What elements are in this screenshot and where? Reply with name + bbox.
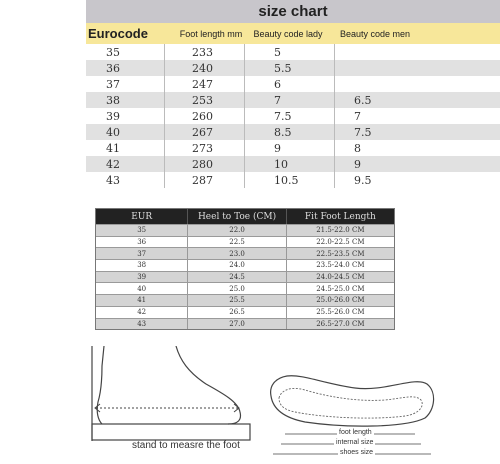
- table-cell: 22.5: [188, 237, 286, 248]
- column-divider: [334, 44, 335, 188]
- table-cell: 240: [192, 61, 213, 75]
- table-cell: 24.5: [188, 272, 286, 283]
- table-cell: 43: [106, 173, 120, 187]
- table-cell: 26.5: [188, 307, 286, 318]
- table-row: [86, 44, 500, 60]
- header-eur: EUR: [96, 209, 188, 224]
- column-divider: [164, 44, 165, 188]
- table-cell: 253: [192, 93, 213, 107]
- table-row: [96, 282, 394, 294]
- table-cell: 39: [106, 109, 120, 123]
- table-cell: 41: [106, 141, 120, 155]
- table-cell: 9.5: [354, 173, 372, 187]
- header-beauty-men: Beauty code men: [339, 28, 411, 39]
- table-row: [96, 306, 394, 318]
- table-cell: 37: [96, 248, 188, 259]
- table-row: [96, 259, 394, 271]
- table-cell: 25.0-26.0 CM: [316, 296, 365, 305]
- cm-table-header-row: [96, 209, 394, 224]
- table-cell: 36: [106, 61, 120, 75]
- table-cell: 26.5-27.0 CM: [316, 319, 365, 328]
- cm-table-body: [96, 224, 394, 329]
- insole-outline: [279, 388, 422, 418]
- table-cell: 8.5: [274, 125, 292, 139]
- cm-size-table: [95, 208, 395, 330]
- table-cell: 40: [106, 125, 120, 139]
- table-cell: 25.5-26.0 CM: [316, 308, 365, 317]
- table-cell: 22.5-23.5 CM: [316, 249, 365, 258]
- table-cell: 267: [192, 125, 213, 139]
- table-cell: 273: [192, 141, 213, 155]
- table-cell: 22.0: [188, 225, 286, 236]
- table-cell: 39: [96, 272, 188, 283]
- table-cell: 36: [96, 237, 188, 248]
- table-cell: 280: [192, 157, 213, 171]
- shoe-outline: [271, 376, 434, 426]
- table-row: [96, 271, 394, 283]
- table-cell: 23.5-24.0 CM: [316, 261, 365, 270]
- header-foot-length: Foot length mm: [179, 28, 243, 39]
- header-heel-to-toe: Heel to Toe (CM): [188, 209, 286, 224]
- table-cell: 7: [354, 109, 361, 123]
- table-cell: 247: [192, 77, 213, 91]
- table-cell: 233: [192, 45, 213, 59]
- table-cell: 287: [192, 173, 213, 187]
- table-row: [96, 224, 394, 236]
- table-row: [86, 60, 500, 76]
- table-cell: 5: [274, 45, 281, 59]
- table-row: [86, 124, 500, 140]
- table-cell: 10.5: [274, 173, 299, 187]
- table-cell: 40: [96, 283, 188, 294]
- table-row: [96, 294, 394, 306]
- table-cell: 24.0: [188, 260, 286, 271]
- table-row: [86, 108, 500, 124]
- table-cell: 25.5: [188, 295, 286, 306]
- table-row: [86, 140, 500, 156]
- table-cell: 7.5: [354, 125, 372, 139]
- table-cell: 7.5: [274, 109, 292, 123]
- table-cell: 43: [96, 319, 188, 330]
- label-shoes-size: shoes size: [340, 449, 374, 456]
- table-row: [86, 172, 500, 188]
- table-cell: 35: [106, 45, 120, 59]
- table-row: [96, 236, 394, 248]
- header-beauty-lady: Beauty code lady: [253, 28, 323, 39]
- header-eurocode: Eurocode: [88, 26, 148, 41]
- table-cell: 42: [106, 157, 120, 171]
- label-internal-size: internal size: [336, 439, 374, 446]
- table-cell: 38: [96, 260, 188, 271]
- table-row: [96, 247, 394, 259]
- table-cell: 7: [274, 93, 281, 107]
- table-cell: 25.0: [188, 283, 286, 294]
- table-cell: 22.0-22.5 CM: [316, 238, 365, 247]
- foot-outline: [97, 346, 240, 424]
- table-row: [86, 92, 500, 108]
- table-cell: 5.5: [274, 61, 292, 75]
- table-cell: 24.5-25.0 CM: [316, 284, 365, 293]
- measure-caption: stand to measre the foot: [132, 440, 240, 451]
- floor-block: [92, 424, 250, 440]
- table-cell: 8: [354, 141, 361, 155]
- table-cell: 6.5: [354, 93, 372, 107]
- table-cell: 10: [274, 157, 288, 171]
- table-cell: 42: [96, 307, 188, 318]
- table-cell: 9: [274, 141, 281, 155]
- table-cell: 260: [192, 109, 213, 123]
- table-cell: 27.0: [188, 319, 286, 330]
- table-cell: 35: [96, 225, 188, 236]
- table-cell: 37: [106, 77, 120, 91]
- table-cell: 41: [96, 295, 188, 306]
- table-cell: 23.0: [188, 248, 286, 259]
- table-cell: 38: [106, 93, 120, 107]
- size-chart: [86, 0, 500, 188]
- table-row: [86, 76, 500, 92]
- table-row: [96, 318, 394, 330]
- table-cell: 9: [354, 157, 361, 171]
- size-chart-title: size chart: [86, 0, 500, 23]
- label-foot-length: foot length: [339, 429, 372, 436]
- column-divider: [244, 44, 245, 188]
- size-chart-body: [86, 44, 500, 188]
- size-chart-header-row: [86, 23, 500, 44]
- header-fit-foot-length: Fit Foot Length: [304, 211, 376, 222]
- table-row: [86, 156, 500, 172]
- table-cell: 24.0-24.5 CM: [316, 273, 365, 282]
- shoe-measure-illustration: [265, 366, 440, 461]
- table-cell: 21.5-22.0 CM: [316, 226, 365, 235]
- table-cell: 6: [274, 77, 281, 91]
